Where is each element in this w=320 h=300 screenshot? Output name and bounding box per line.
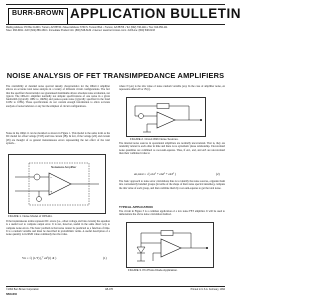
figure-2-caption: FIGURE 2. Circuit With Noise Sources. (130, 137, 179, 141)
photodiode-schematic (127, 223, 213, 267)
logo-text: BURR-BROWN (12, 10, 64, 17)
figure-2-circuit (126, 97, 206, 137)
top-rule (6, 4, 225, 5)
address-line-2: Telex: 066-6491 • FAX (602) 889-1510 • Immediate Product Info: (800) 548-6132 • Internet: www.burr-brown.com/ • FAXLine: (800) 548-6133 (6, 28, 155, 32)
footer-copyright: ©1994 Burr-Brown Corporation (6, 288, 39, 291)
figure-3-photodiode (126, 222, 214, 268)
equation-2: en,total = √( en1² + en2² + en3² ) (134, 172, 176, 176)
application-bulletin-banner: APPLICATION BULLETIN (70, 6, 241, 21)
equation-2-number: (2) (216, 172, 220, 176)
burr-brown-logo (8, 8, 68, 25)
svg-text:+: + (50, 189, 53, 194)
section-heading: TYPICAL APPLICATION (119, 205, 153, 209)
noise-model-schematic (9, 155, 105, 213)
address-line-1: Mailing Address: PO Box 11400 • Tucson, AZ 85734 • Street Address: 6730 S. Tucson Blvd. • Tucson, AZ 85706 • Tel: (602) 746-1111 • Twx: 910-952-111 (6, 25, 168, 29)
figure-1-noise-model (8, 154, 106, 214)
left-paragraph-1: The availability of detailed noise spectral density characteristics for the OPA111 amplifier allows an accurate total noise analysis in a variety of different circuit configurations. The fact that the specified characteristics are guaranteed maximums allows absolute noise evaluation, not typical. The OPA111 amplifier normally not simpler specifications of one noise in a given bandwidth (typically 10Hz to 10kHz) and peak-to-peak noise (typically specified in the band 0.1Hz to 10Hz). These specifications do not contain enough information to allow accurate analysis of noise behavior or any but the simplest of circuit configurations. (6, 85, 110, 108)
svg-text:−: − (50, 175, 53, 180)
right-paragraph-4: The circuit in Figure 3 is a common application of a low noise FET amplifier. It will be used to demonstrate the above noise calculation method. (119, 210, 225, 217)
footer-print-info: Printed in U.S.A. February, 1994 (190, 288, 225, 291)
right-paragraph-1: where N (en) is the rms value of noise random variable (en). In the case of amplifier noise, en represents either eN or iN (t). (119, 85, 225, 92)
left-paragraph-2: Noise in the OPA111 can be modeled as shown in Figure 1. This model is the same form as the DC model for offset voltage (VOS) and bias current (IB). In fact, if the voltage (eN) and current (iN) are thought of as general instantaneous errors representing the net effect of the total system... (6, 132, 110, 145)
figure-3-caption: FIGURE 3. Pin Photo Diode Application. (128, 268, 178, 272)
footer-rule (6, 286, 225, 287)
footer-code: SBOA060 (6, 293, 17, 296)
right-paragraph-3: The basic approach to noise error calculations thus is to identify the noise sources, organize them into conveniently handled groups (in terms of the shape of their noise spectral densities), compute the rms value of each group, and then combine them by root-sum-squares to get the total noise. (119, 180, 225, 190)
equation-1-number: (1) (103, 256, 107, 260)
circuit-noise-schematic (127, 98, 205, 136)
equation-1: Vn = √( (1/T) ∫₀ᵀ en²(t) dt ) (22, 256, 57, 260)
page-title: NOISE ANALYSIS OF FET TRANSIMPEDANCE AMPLIFIERS (6, 71, 225, 80)
figure-1-caption: FIGURE 1. Noise Model of OPA111. (8, 214, 53, 218)
svg-text:Noiseless Amplifier: Noiseless Amplifier (51, 165, 77, 169)
left-paragraph-3: If the instantaneous terms represent DC errors (i.e., offset voltage and bias current) the equation is a useful tool to compute output error. It is not, however, useful in the same direct way to compute noise errors. The basic problem is that noise cannot be predicted as a function of time. It is a random variable and must be described in probabilistic terms. A useful description of a noise quantity is its RMS value commonly the rms value. (6, 220, 110, 237)
footer-doc-number: AB-076 (105, 288, 113, 291)
right-paragraph-2: The internal noise sources in operational amplifiers are normally uncorrelated. That is, they are randomly related to each other in time and there is no systematic phase relationship. Uncorrelated noise quantities are combined as root-sum-squares. Thus, if en1, en2, and en3 are uncorrelated then their combined value is: (119, 142, 225, 155)
